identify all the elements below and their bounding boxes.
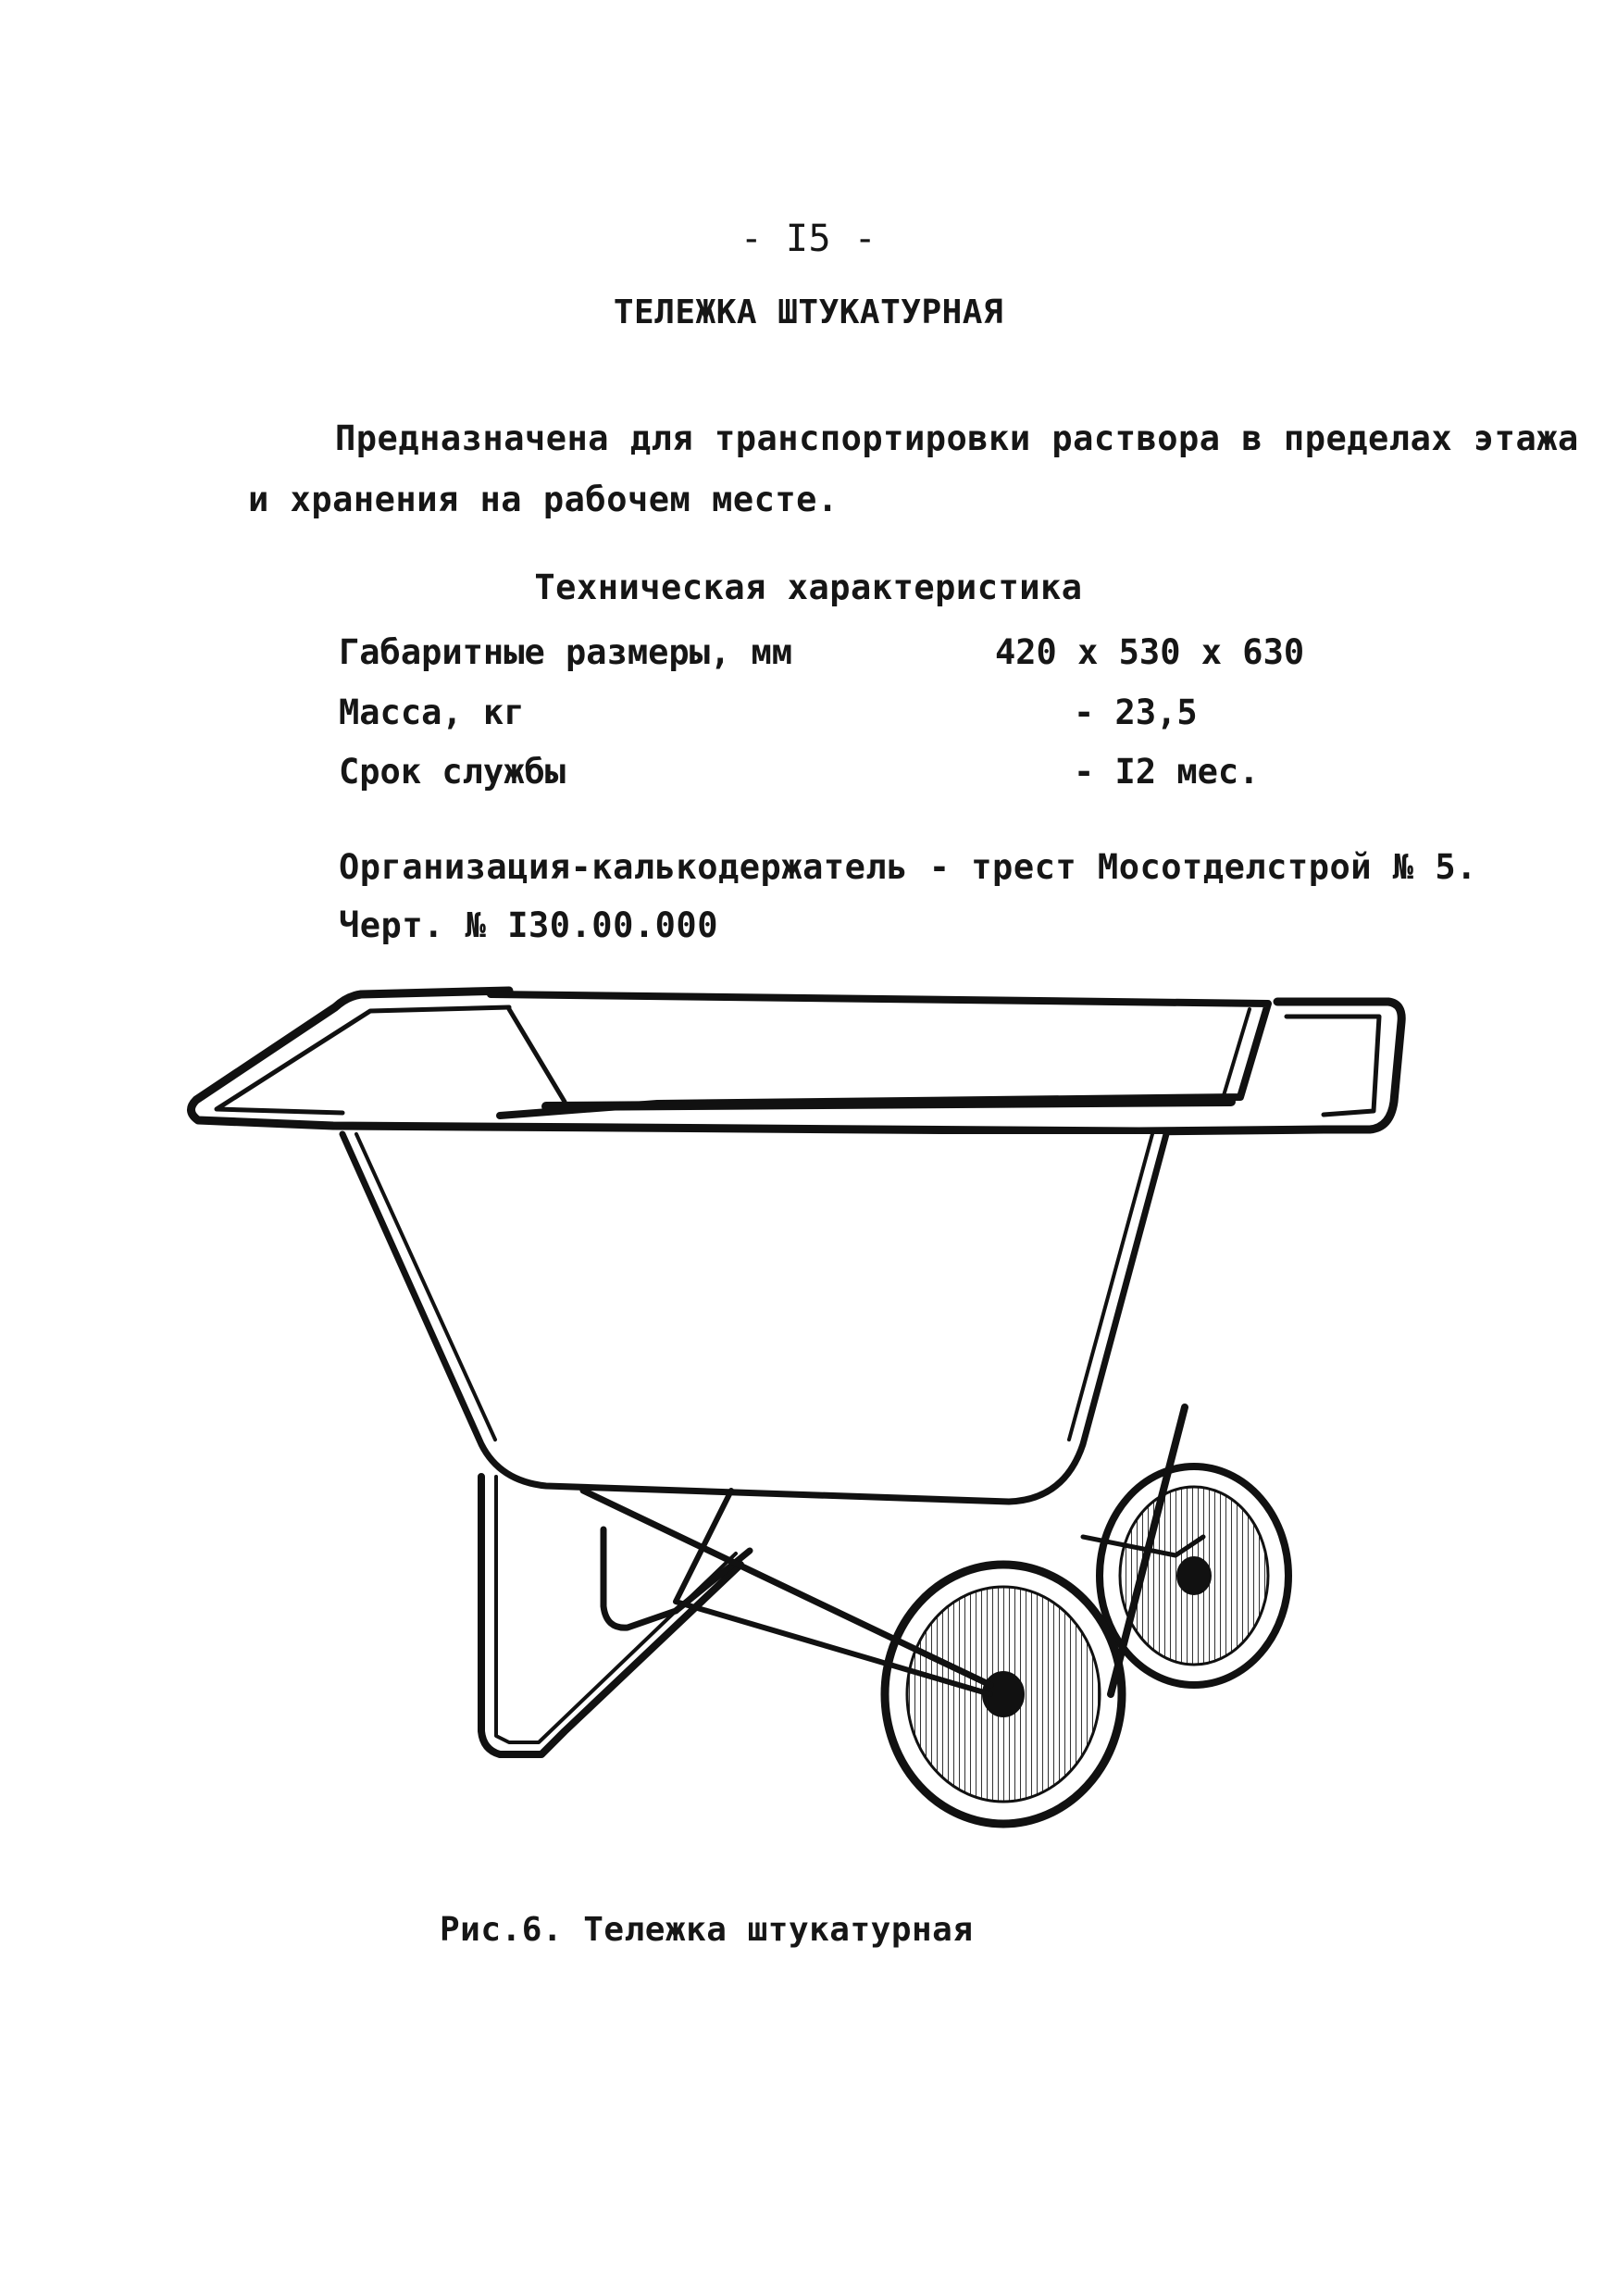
purpose-text-line-2: и хранения на рабочем месте. xyxy=(248,480,839,519)
spec-mass-label: Масса, кг xyxy=(339,693,525,732)
spec-dimensions-label: Габаритные размеры, мм xyxy=(339,632,793,672)
drawing-number: Черт. № I30.00.000 xyxy=(339,905,718,945)
spec-dimensions-value: 420 х 530 х 630 xyxy=(995,632,1305,672)
wheelbarrow-illustration xyxy=(176,963,1435,1889)
left-handle-frame xyxy=(191,991,1138,1131)
figure-caption: Рис.6. Тележка штукатурная xyxy=(440,1911,974,1949)
rear-leg xyxy=(481,1477,740,1754)
document-title: ТЕЛЕЖКА ШТУКАТУРНАЯ xyxy=(613,293,1004,331)
spec-service-life-label: Срок службы xyxy=(339,752,566,792)
tub-rim xyxy=(491,994,1268,1116)
page-number: - I5 - xyxy=(740,218,877,260)
spec-mass-value: - 23,5 xyxy=(1074,693,1198,732)
purpose-text-line-1: Предназначена для транспортировки раствора в пределах этажа xyxy=(335,418,1579,458)
holder-organization: Организация-калькодержатель - трест Мосотделстрой № 5. xyxy=(339,847,1477,887)
specs-heading: Техническая характеристика xyxy=(534,568,1083,607)
tub-body xyxy=(342,1134,1166,1502)
spec-service-life-value: - I2 мес. xyxy=(1074,752,1260,792)
